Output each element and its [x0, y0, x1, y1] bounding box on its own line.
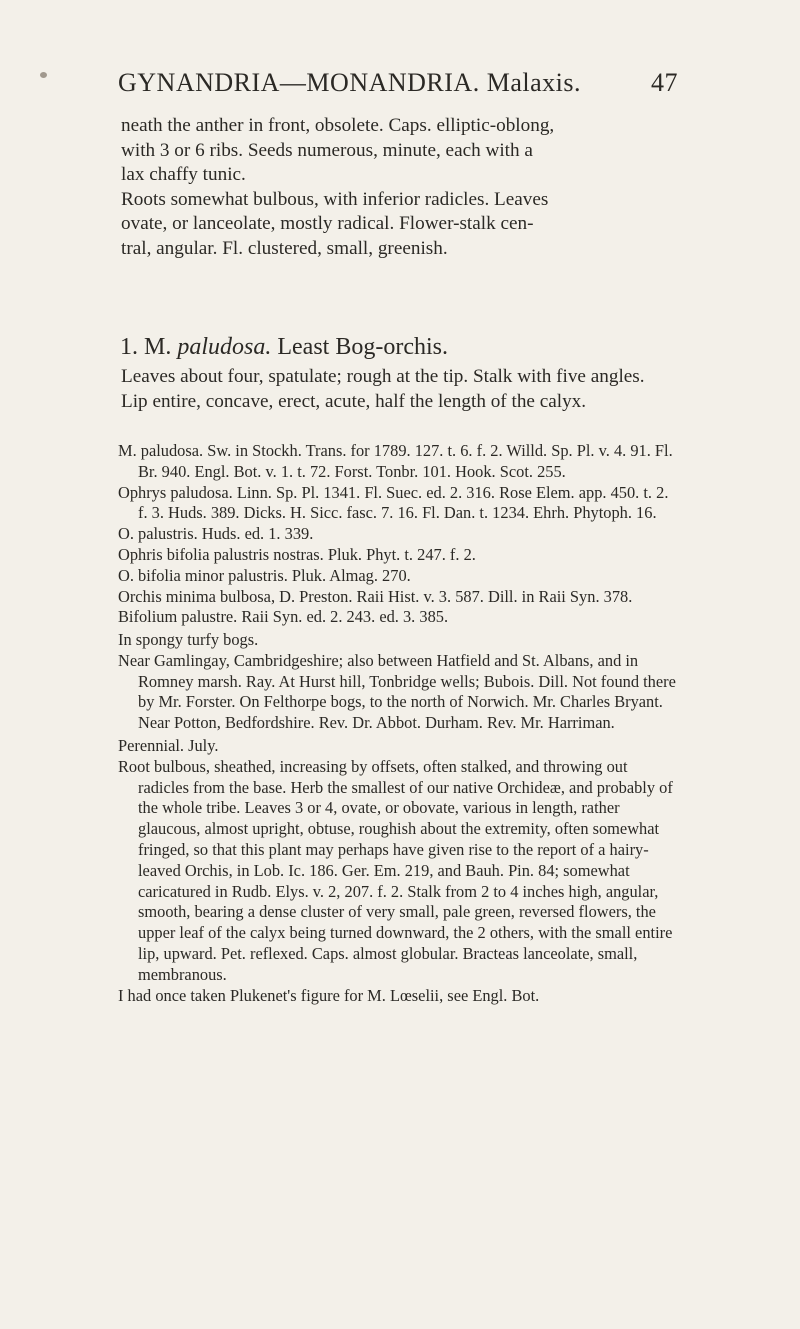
habitat	[118, 630, 678, 734]
synonymy	[118, 441, 678, 628]
species-heading	[120, 332, 680, 362]
synonym-entry: O. palustris. Huds. ed. 1. 339.	[118, 524, 314, 544]
duration: Perennial. July.	[118, 736, 219, 755]
species-number: 1.	[120, 334, 138, 360]
description-notes	[118, 736, 678, 1006]
running-title: GYNANDRIA—MONANDRIA. Malaxis.	[118, 68, 581, 97]
species-epithet: paludosa.	[177, 334, 272, 360]
description-line: tral, angular. Fl. clustered, small, greenish.	[121, 237, 448, 259]
description-line: neath the anther in front, obsolete. Caps. elliptic-oblong,	[121, 115, 555, 136]
notes-paragraph: I had once taken Plukenet's figure for M. Lœselii, see Engl. Bot.	[118, 985, 540, 1005]
common-name: Least Bog-orchis.	[277, 334, 448, 360]
habitat-entry: In spongy turfy bogs.	[118, 630, 259, 649]
running-header	[118, 68, 678, 108]
specific-character: Leaves about four, spatulate; rough at the tip. Stalk with five angles. Lip entire, concave, erect, acute, half the length of the calyx.	[121, 366, 645, 412]
notes-paragraph: Root bulbous, sheathed, increasing by offsets, often stalked, and throwing out radicles from the base. Herb the smallest of our native Orchideæ, and probably of the whole tribe. Leaves 3 or 4, ovate, or obovate, various in length, rather glaucous, almost upright, obtuse, roughish about the extremity, often somewhat fringed, so that this plant may perhaps have given rise to the report of a hairy-leaved Orchis, in Lob. Ic. 186. Ger. Em. 219, and Bauh. Pin. 84; somewhat caricatured in Rudb. Elys. v. 2, 207. f. 2. Stalk from 2 to 4 inches high, angular, smooth, bearing a dense cluster of very small, pale green, reversed flowers, the upper leaf of the calyx being turned downward, the 2 others, with the small entire lip, upward. Pet. reflexed. Caps. almost globular. Bracteas lanceolate, small, membranous.	[118, 756, 673, 984]
ink-speck	[40, 72, 47, 78]
synonym-entry: M. paludosa. Sw. in Stockh. Trans. for 1789. 127. t. 6. f. 2. Willd. Sp. Pl. v. 4. 91. Fl. Br. 940. Engl. Bot. v. 1. t. 72. Forst. Tonbr. 101. Hook. Scot. 255.	[118, 441, 673, 481]
synonym-entry: Ophris bifolia palustris nostras. Pluk. Phyt. t. 247. f. 2.	[118, 544, 476, 564]
genus-description	[121, 114, 673, 262]
synonym-entry: O. bifolia minor palustris. Pluk. Almag. 270.	[118, 565, 411, 585]
genus-abbreviation: M.	[144, 334, 172, 360]
synonym-entry: Bifolium palustre. Raii Syn. ed. 2. 243. ed. 3. 385.	[118, 607, 449, 627]
description-line: Roots somewhat bulbous, with inferior radicles. Leaves	[121, 188, 549, 210]
description-line: ovate, or lanceolate, mostly radical. Flower-stalk cen-	[121, 213, 534, 235]
page-number: 47	[651, 68, 678, 97]
description-line: lax chaffy tunic.	[121, 164, 246, 186]
synonym-entry: Orchis minima bulbosa, D. Preston. Raii Hist. v. 3. 587. Dill. in Raii Syn. 378.	[118, 586, 633, 606]
localities-entry: Near Gamlingay, Cambridgeshire; also between Hatfield and St. Albans, and in Romney marsh. Ray. At Hurst hill, Tonbridge wells; Bubois. Dill. Not found there by Mr. Forster. On Felthorpe bogs, to the north of Norwich. Mr. Charles Bryant. Near Potton, Bedfordshire. Rev. Dr. Abbot. Durham. Rev. Mr. Harriman.	[118, 650, 676, 733]
description-line: with 3 or 6 ribs. Seeds numerous, minute, each with a	[121, 139, 533, 161]
synonym-entry: Ophrys paludosa. Linn. Sp. Pl. 1341. Fl. Suec. ed. 2. 316. Rose Elem. app. 450. t. 2. f. 3. Huds. 389. Dicks. H. Sicc. fasc. 7. 16. Fl. Dan. t. 1234. Ehrh. Phytoph. 16.	[118, 482, 669, 523]
